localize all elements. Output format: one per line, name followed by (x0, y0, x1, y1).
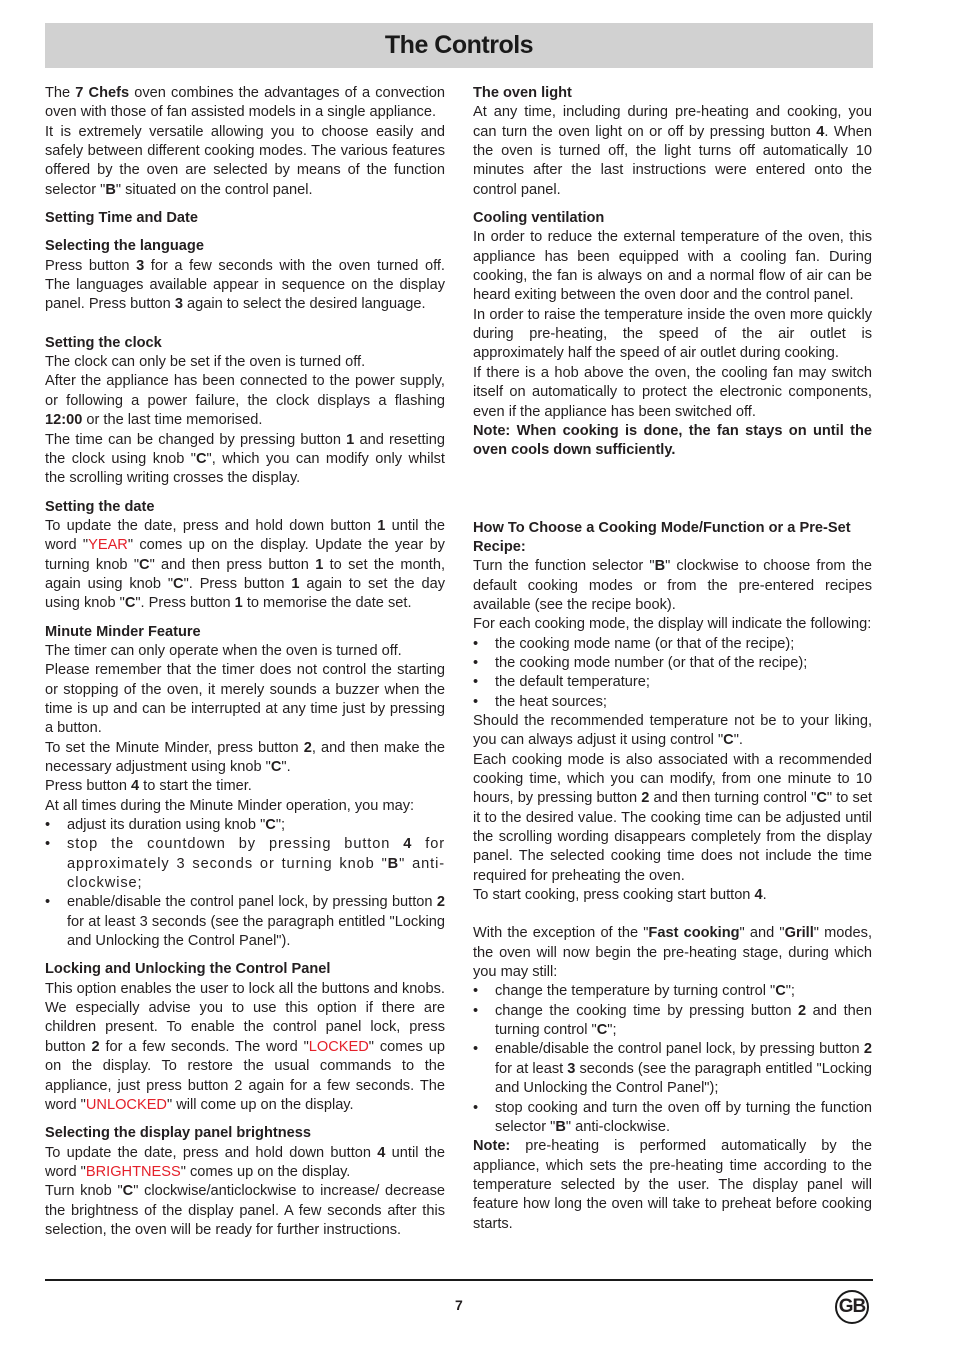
heading-locking: Locking and Unlocking the Control Panel (45, 961, 331, 978)
language-text: Press button 3 for a few seconds with the oven turned off. The languages available appear in sequence on the display panel. Press button 3 again to select the desired language. (45, 257, 445, 313)
heading-clock: Setting the clock (45, 334, 162, 351)
intro-section (45, 84, 445, 200)
date-section (45, 498, 445, 614)
preheating-options-list (473, 982, 872, 1137)
minute-minder-text-3: To set the Minute Minder, press button 2, and then make the necessary adjustment using knob "C". (45, 739, 446, 775)
clock-text-1: The clock can only be set if the oven is turned off. (45, 354, 366, 371)
list-item: • enable/disable the control panel lock, by pressing button 2 for at least 3 seconds (see the paragraph entitled "Locking and Unlocking the Control Panel"). (45, 893, 445, 951)
locking-section (45, 960, 445, 1115)
minute-minder-section (45, 623, 445, 952)
page-title: The Controls (384, 31, 534, 59)
cooling-section (473, 209, 872, 460)
clock-section (45, 334, 445, 489)
display-info-list (473, 635, 872, 712)
minute-minder-list (45, 816, 445, 951)
language-section (45, 237, 445, 314)
heading-minute-minder: Minute Minder Feature (45, 623, 201, 640)
brightness-text-2: Turn knob "C" clockwise/anticlockwise to increase/ decrease the brightness of the display panel. A few seconds after this selection, the oven will be ready for further instructions. (45, 1183, 445, 1238)
page-number: 7 (455, 1297, 463, 1313)
cooling-note: Note: When cooking is done, the fan stays on until the oven cools down sufficiently. (473, 422, 872, 459)
cooking-mode-text-2: For each cooking mode, the display will indicate the following: (473, 616, 872, 633)
date-text: To update the date, press and hold down button 1 until the word "YEAR" comes up on the display. Update the year by turning knob "C" and then press button 1 to set the month, again using knob "C". Press button 1 again to set the day using knob "C". Press button 1 to memorise the date set. (45, 517, 446, 612)
right-column (473, 84, 872, 1234)
heading-language: Selecting the language (45, 238, 204, 255)
display-word-year: YEAR (88, 537, 128, 554)
locking-text: This option enables the user to lock all the buttons and knobs. We especially advise you to use this option if there are children present. To enable the control panel lock, press button 2 for a few seconds. The word "LOCKED" comes up on the display. To restore the usual commands to the appliance, just press button 2 again for a few seconds. The word "UNLOCKED" will come up on the display. (45, 980, 445, 1113)
list-item: • stop the countdown by pressing button 4 for approximately 3 seconds or turning knob "B" anti-clockwise; (45, 835, 445, 893)
list-item: • stop cooking and turn the oven off by turning the function selector "B" anti-clockwise. (473, 1099, 872, 1138)
intro-paragraph-2: It is extremely versatile allowing you to choose easily and safely between different cooking modes. The various features offered by the oven are selected by means of the function selector "B" situated on the control panel. (45, 123, 445, 198)
minute-minder-text-4: Press button 4 to start the timer. (45, 778, 252, 795)
cooking-mode-section (473, 519, 872, 1234)
cooling-text-1: In order to reduce the external temperature of the oven, this appliance has been equipped with a cooling fan. During cooking, the fan is always on and a normal flow of air can be heard exiting between the oven door and the control panel. (473, 229, 872, 304)
heading-brightness: Selecting the display panel brightness (45, 1125, 311, 1142)
cooking-mode-text-5: To start cooking, press cooking start button 4. (473, 887, 767, 904)
cooling-text-3: If there is a hob above the oven, the cooling fan may switch itself on automatically to protect the electronic components, even if the appliance has been switched off. (473, 364, 872, 420)
brightness-section (45, 1124, 445, 1240)
title-bar (45, 23, 873, 68)
list-item: • change the temperature by turning control "C"; (473, 982, 872, 1001)
cooking-mode-text-3: Should the recommended temperature not be to your liking, you can always adjust it using control "C". (473, 712, 872, 749)
cooling-text-2: In order to raise the temperature inside the oven more quickly during pre-heating, the speed of the air outlet is approximately half the speed of air outlet during cooking. (473, 306, 872, 362)
minute-minder-text-2: Please remember that the timer does not control the starting or stopping of the oven, it merely sounds a buzzer when the time is up and can be interrupted at any time just by pressing a button. (45, 662, 445, 737)
intro-paragraph-1: The 7 Chefs oven combines the advantages of a convection oven with those of fan assisted models in a single appliance. (45, 85, 446, 121)
country-badge-icon: GB (835, 1290, 869, 1324)
clock-text-2: After the appliance has been connected to the power supply, or following a power failure, the clock displays a flashing 12:00 or the last time memorised. (45, 373, 445, 429)
list-item: • the cooking mode name (or that of the recipe); (473, 635, 872, 654)
brightness-text-1: To update the date, press and hold down button 4 until the word "BRIGHTNESS" comes up on the display. (45, 1144, 445, 1180)
list-item: • adjust its duration using knob "C"; (45, 816, 445, 835)
oven-light-section (473, 84, 872, 200)
cooking-mode-text-4: Each cooking mode is also associated with a recommended cooking time, which you can modify, from one minute to 10 hours, by pressing button 2 and then turning control "C" to set it to the desired value. The cooking time can be adjusted until the scrolling wording disappears completely from the display panel. The selected cooking time does not include the time required for preheating the oven. (473, 751, 872, 884)
display-word-locked: LOCKED (308, 1038, 369, 1055)
list-item: • change the cooking time by pressing button 2 and then turning control "C"; (473, 1002, 872, 1041)
heading-date: Setting the date (45, 498, 155, 515)
list-item: • enable/disable the control panel lock, by pressing button 2 for at least 3 seconds (see the paragraph entitled "Locking and Unlocking the Control Panel"); (473, 1040, 872, 1098)
oven-light-text: At any time, including during pre-heating and cooking, you can turn the oven light on or off by pressing button 4. When the oven is turned off, the light turns off automatically 10 minutes after the last instructions were entered onto the control panel. (473, 104, 872, 198)
cooking-mode-text-6: With the exception of the "Fast cooking" and "Grill" modes, the oven will now begin the pre-heating stage, during which you may still: (473, 925, 873, 981)
heading-cooking-mode: How To Choose a Cooking Mode/Function or a Pre-Set Recipe: (473, 519, 851, 555)
list-item: • the default temperature; (473, 673, 872, 692)
minute-minder-text-1: The timer can only operate when the oven is turned off. (45, 642, 402, 659)
cooking-mode-text-1: Turn the function selector "B" clockwise to choose from the default cooking modes or from the pre-entered recipes available (see the recipe book). (473, 558, 872, 613)
heading-setting-time-date: Setting Time and Date (45, 210, 198, 227)
clock-text-3: The time can be changed by pressing button 1 and resetting the clock using knob "C", which you can modify only whilst the scrolling writing crosses the display. (45, 431, 446, 487)
left-column (45, 84, 445, 1240)
minute-minder-text-5: At all times during the Minute Minder operation, you may: (45, 797, 415, 814)
footer-divider (45, 1279, 873, 1281)
list-item: • the cooking mode number (or that of the recipe); (473, 654, 872, 673)
display-word-unlocked: UNLOCKED (85, 1096, 167, 1113)
list-item: • the heat sources; (473, 693, 872, 712)
heading-cooling: Cooling ventilation (473, 210, 605, 227)
display-word-brightness: BRIGHTNESS (85, 1163, 181, 1180)
preheating-note: Note: pre-heating is performed automatically by the appliance, which sets the pre-heating time according to the temperature selected by the user. The display panel will feature how long the oven will take to preheat before cooking starts. (473, 1138, 872, 1232)
heading-oven-light: The oven light (473, 85, 572, 101)
